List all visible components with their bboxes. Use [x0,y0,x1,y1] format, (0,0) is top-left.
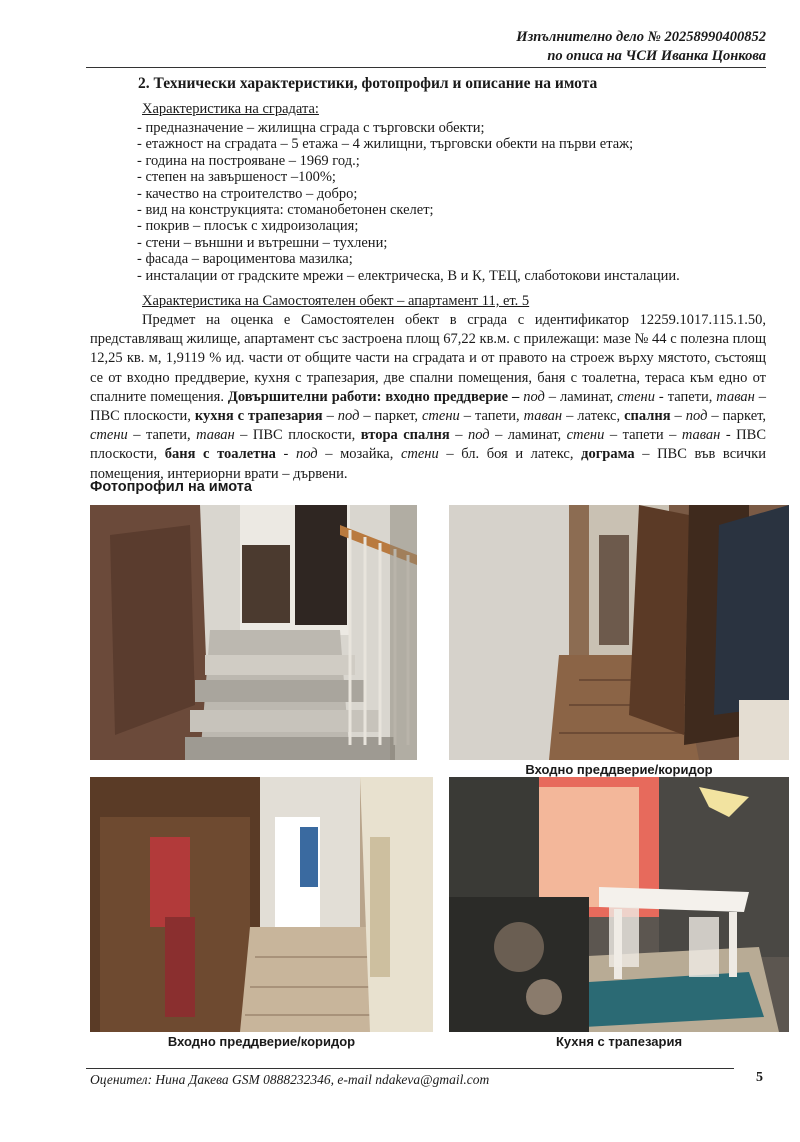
finish-room: втора спалня [360,427,450,444]
finish-element: таван [523,408,563,425]
bailiff-reference: по описа на ЧСИ Иванка Цонкова [547,48,766,64]
finish-room: Довършителни работи: [227,388,382,405]
unit-heading: Характеристика на Самостоятелен обект – апартамент 11, ет. 5 [142,293,530,309]
photo-profile-title: Фотопрофил на имота [90,479,252,495]
header-rule [86,67,766,68]
case-header [516,28,766,66]
list-item: - етажност на сградата – 5 етажа – 4 жилищни, търговски обекти на първи етаж; [137,136,634,153]
finish-element: стени [400,446,439,463]
finish-element: таван [681,427,721,444]
finish-element: стени [566,427,605,444]
finish-text: – паркет, [707,408,767,425]
list-item: - предназначение – жилищна сграда с търговски обекти; [137,120,485,136]
unit-description [90,311,766,484]
finish-text: – тапети, [459,408,524,425]
list-item: - стени – външни и вътрешни – тухлени; [137,234,388,251]
finish-text: – ПВС във всички помещения, интериорни врати – дървени. [90,446,766,482]
photo-caption: Входно преддверие/коридор [525,762,713,777]
finish-room: баня с тоалетна [164,446,276,463]
list-item: - вид на конструкцията: стоманобетонен скелет; [137,202,434,219]
case-number: Изпълнително дело № 20258990400852 [516,29,766,45]
finish-text: – бл. боя и латекс, [438,446,582,463]
finish-text: - ПВС плоскости, [90,427,766,463]
finish-element: стени [422,408,460,425]
finish-room: спалня [624,408,671,425]
finish-text: – паркет, [359,408,422,425]
list-item: - степен на завършеност –100%; [137,169,336,186]
finish-text: - [275,446,296,463]
finish-element: под [337,408,360,425]
hallway-image [90,777,433,1032]
finish-element: стени [90,427,128,444]
finish-text: – латекс, [562,408,625,425]
appraiser-footer: Оценител: Нина Дакева GSM 0888232346, e-mail ndakeva@gmail.com [90,1072,490,1087]
finish-text: – [449,427,468,444]
finish-element: под [467,427,490,444]
finish-element: под [523,388,545,405]
finish-text: – [670,408,686,425]
finish-text: – тапети – [604,427,682,444]
unit-intro: Предмет на оценка е Самостоятелен обект в сграда с идентификатор 12259.1017.115.1.50, представляващ жилище, апартамент със застроена площ 67,22 кв.м. с прилежащи: мазе № 44 с полезна площ 12,25 кв. м, 1,9119 % ид. части от общите части на сградата и от правото на строеж върху мястото, състоящ се от входно преддверие, кухня с трапезария, две спални помещения, баня с тоалетна, тераса към едно от спалните помещения. [90,312,766,405]
finish-room: входно преддверие – [385,388,520,405]
finish-element: таван [196,427,235,444]
photo-caption: Кухня с трапезария [555,1034,683,1049]
kitchen-image [449,777,789,1032]
finish-text: – ПВС плоскости, [90,388,767,425]
list-item: - инсталации от градските мрежи – електрическа, В и К, ТЕЦ, слаботокови инсталации. [137,267,680,284]
finish-element: под [685,408,708,425]
corridor-image [449,505,789,760]
photo-caption: Входно преддверие/коридор [167,1034,356,1049]
staircase-image [90,505,417,760]
footer-rule [86,1068,734,1069]
building-heading: Характеристика на сградата: [142,101,319,117]
list-item: - фасада – вароциментова мазилка; [137,251,353,268]
building-characteristics-list [137,120,757,284]
finish-text: – мозайка, [317,446,401,463]
finish-text: – ламинат, [489,427,567,444]
finish-text: - тапети, [655,388,717,405]
finish-room: кухня с трапезария [194,408,323,425]
photo-staircase [90,505,417,760]
page-number: 5 [756,1070,763,1085]
finish-text: – ПВС плоскости, [234,427,361,444]
finish-text: – ламинат, [544,388,618,405]
finish-text: – [322,408,338,425]
finish-room: дограма [581,446,635,463]
photo-corridor-2 [90,777,433,1032]
list-item: - година на построяване – 1969 год.; [137,152,360,169]
section-title: 2. Технически характеристики, фотопрофил и описание на имота [138,75,598,92]
finish-element: таван [716,388,755,405]
finish-element: под [295,446,318,463]
photo-corridor-1 [449,505,789,760]
finish-text: – тапети, [127,427,197,444]
finish-element: стени [617,388,655,405]
list-item: - покрив – плосък с хидроизолация; [137,218,359,235]
photo-kitchen-dining [449,777,789,1032]
list-item: - качество на строителство – добро; [137,185,358,202]
